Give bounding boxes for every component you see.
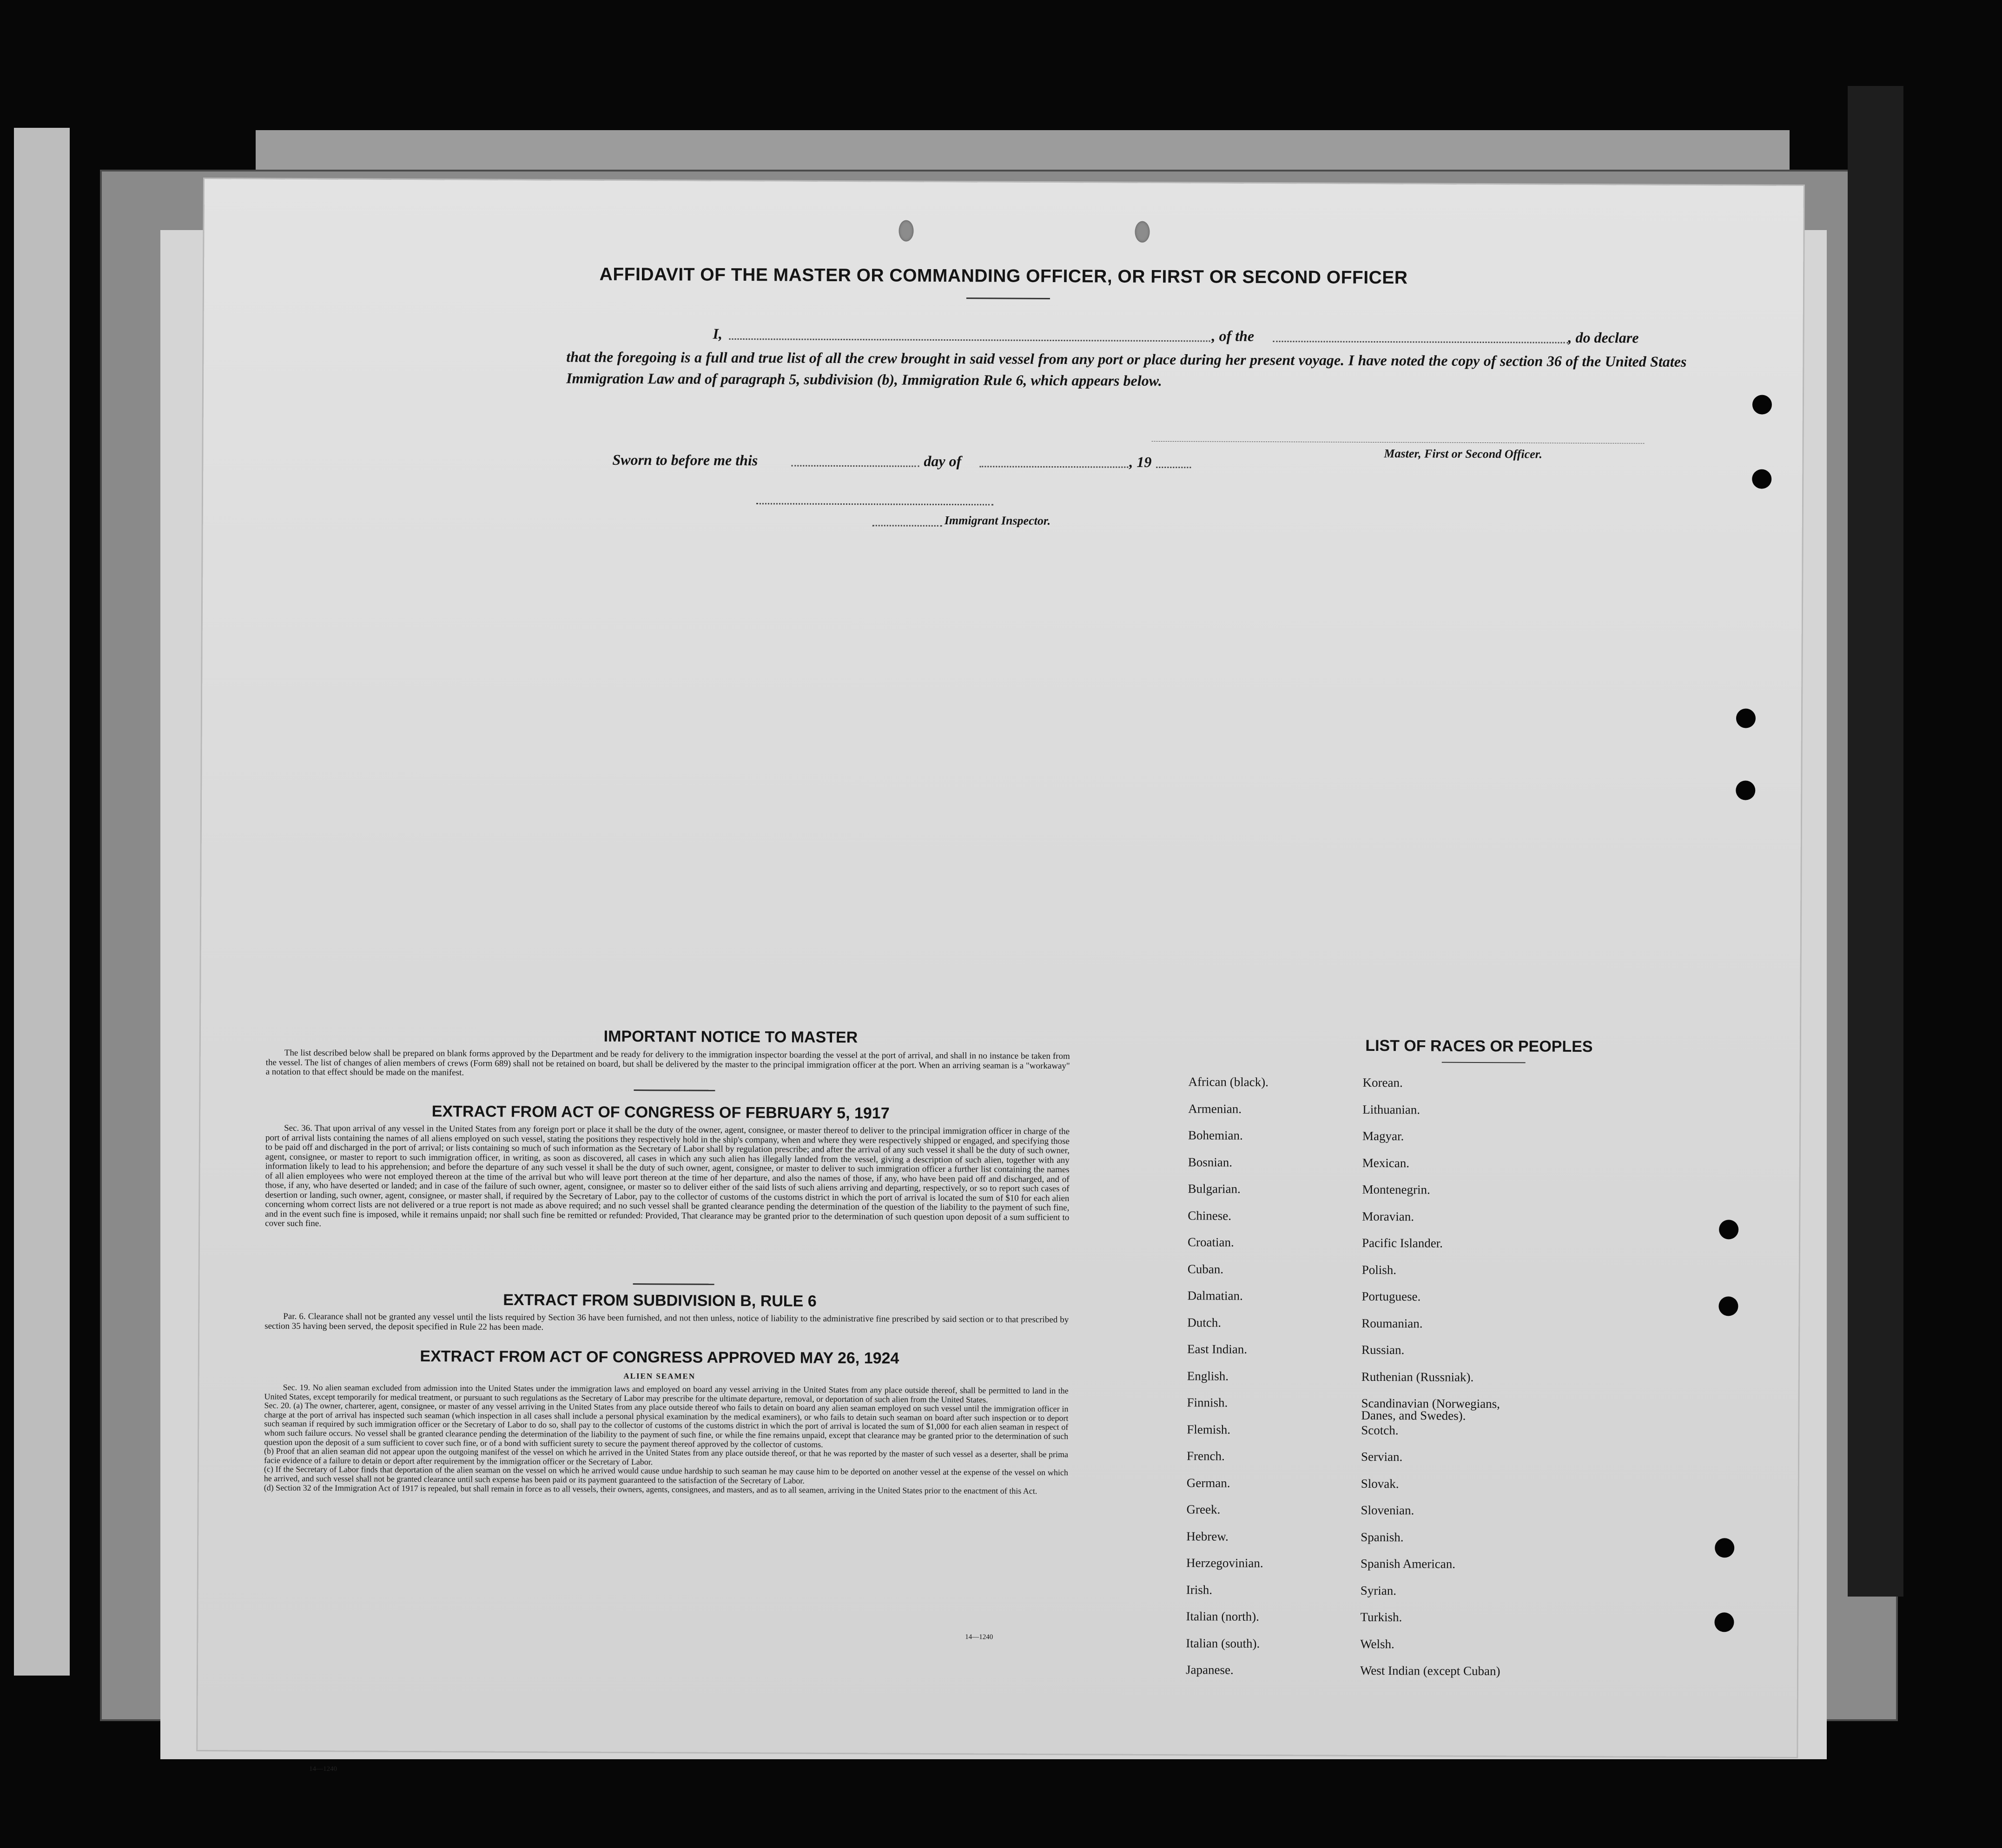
race-item: Ruthenian (Russniak). bbox=[1361, 1369, 1474, 1384]
extract-1924-body: Sec. 19. No alien seaman excluded from admission into the United States under the immigration laws and employed on board any vessel arriving in the United States from any place outside thereof, shall be permitted to land in the United States, except temporarily for medical treatment, or pursuant to such regulations as the Secretary of Labor may prescribe for the ultimate departure, removal, or deportation of such alien from the United States. Sec. 20. (a) The owner, charterer, agent, consignee, or master of any vessel arriving in the United States from any place outside thereof who fails to detain on board any alien seaman employed on such vessel until the immigration officer in charge at the port of arrival has inspected such seaman (which inspection in all cases shall include a personal physical examination by the medical examiners), or who fails to detain such seaman on board after such inspection or to deport such seaman if required by such immigration officer or the Secretary of Labor to do so, shall pay to the collector of customs of the customs district in which the port of arrival is located the sum of $1,000 for each alien seaman in respect of whom such failure occurs. No vessel shall be granted clearance pending the determination of the liability to the payment of such fine, or while the fine remains unpaid, except that clearance may be granted prior to the determination of such question upon the deposit of a sum sufficient to cover such fine, or of a bond with sufficient surety to secure the payment thereof approved by the collector of customs. (b) Proof that an alien seaman did not appear upon the outgoing manifest of the vessel on which he arrived in the United States from any place outside thereof, or that he was reported by the master of such vessel as a deserter, shall be prima facie evidence of a failure to detain or deport after requirement by the immigration officer or the Secretary of Labor. (c) If the Secretary of Labor finds that deportation of the alien seaman on the vessel on which he arrived would cause undue hardship to such seaman he may cause him to be deported on another vessel at the expense of the vessel on which he arrived, and such vessel shall not be granted clearance until such expense has been paid or its payment guaranteed to the satisfaction of the Secretary of Labor. (d) Section 32 of the Immigration Act of 1917 is repealed, but shall remain in force as to all vessels, their owners, agents, consignees, and masters, and as to all seamen, arriving in the United States prior to the enactment of this Act. bbox=[264, 1382, 1069, 1496]
race-item: Dalmatian. bbox=[1187, 1288, 1243, 1303]
races-title: LIST OF RACES OR PEOPLES bbox=[1365, 1036, 1593, 1056]
races-rule bbox=[1442, 1062, 1526, 1063]
staple-mark bbox=[1135, 221, 1150, 243]
race-item: Armenian. bbox=[1188, 1101, 1242, 1116]
race-item: Bosnian. bbox=[1188, 1155, 1233, 1169]
race-item: Syrian. bbox=[1360, 1583, 1397, 1597]
sworn-lead: Sworn to before me this bbox=[612, 451, 758, 469]
extract-1917-title: EXTRACT FROM ACT OF CONGRESS OF FEBRUARY 5, 1917 bbox=[431, 1102, 890, 1122]
affidavit-i: I, bbox=[713, 325, 723, 342]
notice-body: The list described below shall be prepared on blank forms approved by the Department and be ready for delivery to the immigration inspector boarding the vessel at the port of arrival, and shall in no instance be taken from the vessel. The list of changes of alien members of crews (Form 689) shall not be retained on board, but shall be delivered by the master to the principal immigration officer at the port. When an arriving seaman is a "workaway" a notation to that effect should be made on the manifest. bbox=[265, 1048, 1070, 1078]
race-item: Hebrew. bbox=[1186, 1529, 1229, 1544]
race-item: Japanese. bbox=[1185, 1663, 1234, 1677]
inspector-signature-line bbox=[756, 503, 993, 505]
race-item: Turkish. bbox=[1360, 1610, 1402, 1624]
bottom-form-number: 14—1240 bbox=[309, 1765, 337, 1773]
race-item: Spanish American. bbox=[1360, 1556, 1456, 1571]
race-item: Slovak. bbox=[1361, 1476, 1399, 1491]
race-item: Welsh. bbox=[1360, 1637, 1394, 1651]
race-item: Flemish. bbox=[1187, 1422, 1231, 1437]
race-item: Greek. bbox=[1186, 1502, 1221, 1517]
binder-hole bbox=[1736, 708, 1756, 728]
master-signature-line bbox=[1152, 441, 1645, 444]
sworn-year: , 19 bbox=[1129, 453, 1152, 470]
master-signature-label: Master, First or Second Officer. bbox=[1384, 447, 1542, 461]
inspector-dots bbox=[872, 525, 942, 527]
race-item: Servian. bbox=[1361, 1449, 1403, 1464]
form-number: 14—1240 bbox=[965, 1633, 993, 1641]
staple-mark bbox=[899, 220, 913, 242]
extract-rule6-title: EXTRACT FROM SUBDIVISION B, RULE 6 bbox=[503, 1291, 817, 1310]
race-item: Russian. bbox=[1361, 1342, 1405, 1357]
affidavit-body: that the foregoing is a full and true list of all the crew brought in said vessel from any port or place during her present voyage. I have noted the copy of section 36 of the United States Immigration Law and of paragraph 5, subdivision (b), Immigration Rule 6, which appears below. bbox=[566, 348, 1687, 389]
binder-hole bbox=[1718, 1296, 1738, 1316]
race-item: Scandinavian (Norwegians, Danes, and Swedes). bbox=[1361, 1396, 1500, 1423]
notice-rule bbox=[634, 1089, 715, 1091]
sworn-year-blank bbox=[1156, 467, 1191, 468]
race-item: French. bbox=[1186, 1449, 1225, 1463]
race-item: Scotch. bbox=[1361, 1423, 1399, 1437]
inspector-label: Immigrant Inspector. bbox=[944, 513, 1051, 528]
race-item: Moravian. bbox=[1362, 1209, 1414, 1223]
left-background-sheet bbox=[14, 128, 70, 1676]
binder-hole bbox=[1752, 469, 1771, 489]
sworn-month-blank bbox=[979, 466, 1128, 468]
race-item: Italian (south). bbox=[1186, 1636, 1260, 1650]
race-item: Chinese. bbox=[1188, 1208, 1232, 1223]
race-item: Bohemian. bbox=[1188, 1128, 1243, 1142]
title-rule bbox=[966, 297, 1050, 299]
notice-title: IMPORTANT NOTICE TO MASTER bbox=[603, 1027, 858, 1047]
sworn-day-blank bbox=[791, 465, 919, 467]
name-blank bbox=[729, 338, 1210, 342]
affidavit-do-declare: , do declare bbox=[1568, 329, 1639, 346]
affidavit-title: AFFIDAVIT OF THE MASTER OR COMMANDING OFFICER, OR FIRST OR SECOND OFFICER bbox=[599, 264, 1408, 288]
right-background-strip bbox=[1848, 86, 1903, 1597]
extract-1917-rule bbox=[633, 1283, 714, 1285]
race-item: Polish. bbox=[1361, 1262, 1397, 1277]
race-item: Lithuanian. bbox=[1362, 1102, 1421, 1116]
race-item: Dutch. bbox=[1187, 1315, 1222, 1330]
race-item: Pacific Islander. bbox=[1361, 1235, 1443, 1250]
extract-rule6-body: Par. 6. Clearance shall not be granted any vessel until the lists required by Section 36 have been furnished, and not then unless, notice of liability to the administrative fine prescribed by said section or to that prescribed by section 35 having been served, the deposit specified in Rule 22 has been made. bbox=[264, 1311, 1069, 1332]
race-item: Montenegrin. bbox=[1362, 1182, 1430, 1197]
extract-1924-title: EXTRACT FROM ACT OF CONGRESS APPROVED MAY 26, 1924 bbox=[420, 1347, 899, 1367]
extract-1917-body: Sec. 36. That upon arrival of any vessel in the United States from any foreign port or place it shall be the duty of the owner, agent, consignee, or master thereof to deliver to the principal immigration officer in charge of the port of arrival lists containing the names of all aliens employed on such vessel, stating the positions they respectively hold in the ship's company, when and where they were respectively shipped or engaged, and specifying those to be paid off and discharged in the port of arrival; or lists containing so much of such information as the Secretary of Labor shall by regulation prescribe; and after the arrival of any such vessel it shall be the duty of such owner, agent, consignee, or master to report to such immigration officer, in writing, as soon as discovered, all cases in which any such alien has illegally landed from the vessel, giving a description of such alien, together with any information likely to lead to his apprehension; and before the departure of any such vessel it shall be the duty of such owner, agent, consignee, or master to deliver to such immigration officer a further list containing the names of all alien employees who were not employed thereon at the time of the arrival but who will leave port thereon at the time of her departure, and also the names of those, if any, who have been paid off and discharged, and of those, if any, who have deserted or landed; and in case of the failure of such owner, agent, consignee, or master so to deliver either of the said lists of such aliens arriving and departing, respectively, or so to report such cases of desertion or landing, such owner, agent, consignee, or master shall, if required by the Secretary of Labor, pay to the collector of customs of the customs district in which the port of arrival is located the sum of $10 for each alien concerning whom correct lists are not delivered or a true report is not made as above required; and no such vessel shall be granted clearance pending the determination of the question of the liability to the payment of such fine, and in the event such fine is imposed, while it remains unpaid; nor shall such fine be remitted or refunded: Provided, That clearance may be granted prior to the determination of such question upon deposit of a sum sufficient to cover such fine. bbox=[265, 1123, 1070, 1229]
race-item: Herzegovinian. bbox=[1186, 1556, 1263, 1570]
race-item: Magyar. bbox=[1362, 1129, 1404, 1143]
race-item: Roumanian. bbox=[1361, 1316, 1423, 1330]
race-item: West Indian (except Cuban) bbox=[1360, 1663, 1500, 1678]
race-item: Portuguese. bbox=[1361, 1289, 1421, 1304]
race-item: Slovenian. bbox=[1361, 1503, 1414, 1518]
race-item: Finnish. bbox=[1187, 1395, 1228, 1410]
vessel-blank bbox=[1273, 341, 1568, 343]
binder-hole bbox=[1752, 395, 1772, 415]
race-item: Spanish. bbox=[1361, 1530, 1404, 1544]
alien-seamen-heading: ALIEN SEAMEN bbox=[623, 1371, 696, 1381]
race-item: East Indian. bbox=[1187, 1342, 1248, 1356]
race-item: Korean. bbox=[1362, 1075, 1403, 1090]
race-item: Irish. bbox=[1186, 1582, 1213, 1597]
binder-hole bbox=[1719, 1220, 1738, 1239]
race-item: Italian (north). bbox=[1186, 1609, 1260, 1624]
manifest-page bbox=[198, 179, 1804, 1757]
sworn-day-of: day of bbox=[924, 452, 962, 470]
race-item: Bulgarian. bbox=[1188, 1181, 1241, 1196]
binder-hole bbox=[1736, 780, 1755, 800]
race-item: Mexican. bbox=[1362, 1155, 1410, 1170]
binder-hole bbox=[1714, 1612, 1734, 1632]
race-item: African (black). bbox=[1188, 1075, 1269, 1089]
race-item: Croatian. bbox=[1187, 1235, 1234, 1249]
race-item: English. bbox=[1187, 1368, 1229, 1383]
race-item: Cuban. bbox=[1187, 1261, 1224, 1276]
affidavit-of-the: , of the bbox=[1211, 327, 1255, 344]
race-item: German. bbox=[1186, 1475, 1230, 1490]
binder-hole bbox=[1715, 1538, 1734, 1558]
